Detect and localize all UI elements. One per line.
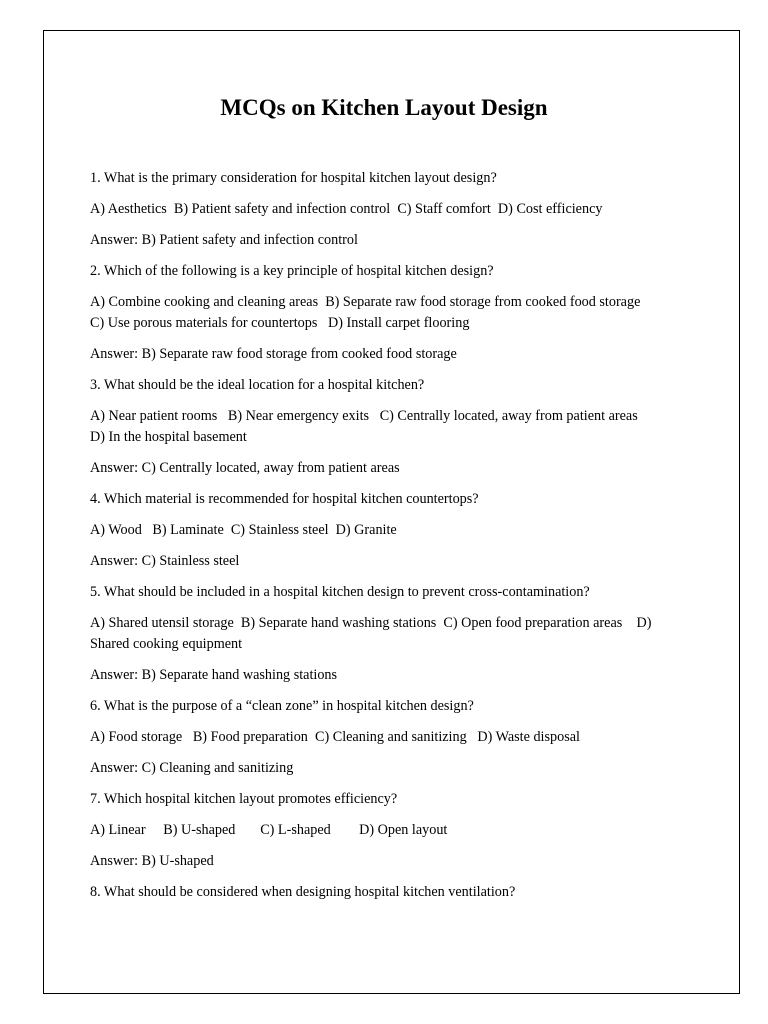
question-2: 2. Which of the following is a key principle of hospital kitchen design? [90, 263, 494, 279]
answer-5: Answer: B) Separate hand washing stations [90, 667, 338, 683]
answer-3: Answer: C) Centrally located, away from patient areas [90, 460, 400, 476]
options-3-line-1: A) Near patient rooms B) Near emergency exits C) Centrally located, away from patient areas [90, 408, 638, 424]
answer-7: Answer: B) U-shaped [90, 853, 214, 869]
options-4: A) Wood B) Laminate C) Stainless steel D) Granite [90, 522, 397, 538]
options-5-line-2: Shared cooking equipment [90, 636, 243, 652]
answer-1: Answer: B) Patient safety and infection control [90, 232, 358, 248]
options-5-line-1: A) Shared utensil storage B) Separate hand washing stations C) Open food preparation areas D) [90, 615, 652, 631]
answer-4: Answer: C) Stainless steel [90, 553, 240, 569]
question-8: 8. What should be considered when designing hospital kitchen ventilation? [90, 884, 516, 900]
options-3-line-2: D) In the hospital basement [90, 429, 247, 445]
question-5: 5. What should be included in a hospital kitchen design to prevent cross-contamination? [90, 584, 590, 600]
question-3: 3. What should be the ideal location for a hospital kitchen? [90, 377, 425, 393]
options-6: A) Food storage B) Food preparation C) Cleaning and sanitizing D) Waste disposal [90, 729, 580, 745]
options-7: A) Linear B) U-shaped C) L-shaped D) Open layout [90, 822, 448, 838]
options-1: A) Aesthetics B) Patient safety and infection control C) Staff comfort D) Cost efficiency [90, 201, 603, 217]
options-2-line-1: A) Combine cooking and cleaning areas B) Separate raw food storage from cooked food storage [90, 294, 641, 310]
options-2-line-2: C) Use porous materials for countertops D) Install carpet flooring [90, 315, 470, 331]
document-title: MCQs on Kitchen Layout Design [220, 95, 548, 120]
answer-2: Answer: B) Separate raw food storage from cooked food storage [90, 346, 457, 362]
question-7: 7. Which hospital kitchen layout promotes efficiency? [90, 791, 398, 807]
question-1: 1. What is the primary consideration for hospital kitchen layout design? [90, 170, 497, 186]
question-6: 6. What is the purpose of a “clean zone” in hospital kitchen design? [90, 698, 474, 714]
question-4: 4. Which material is recommended for hospital kitchen countertops? [90, 491, 479, 507]
answer-6: Answer: C) Cleaning and sanitizing [90, 760, 294, 776]
